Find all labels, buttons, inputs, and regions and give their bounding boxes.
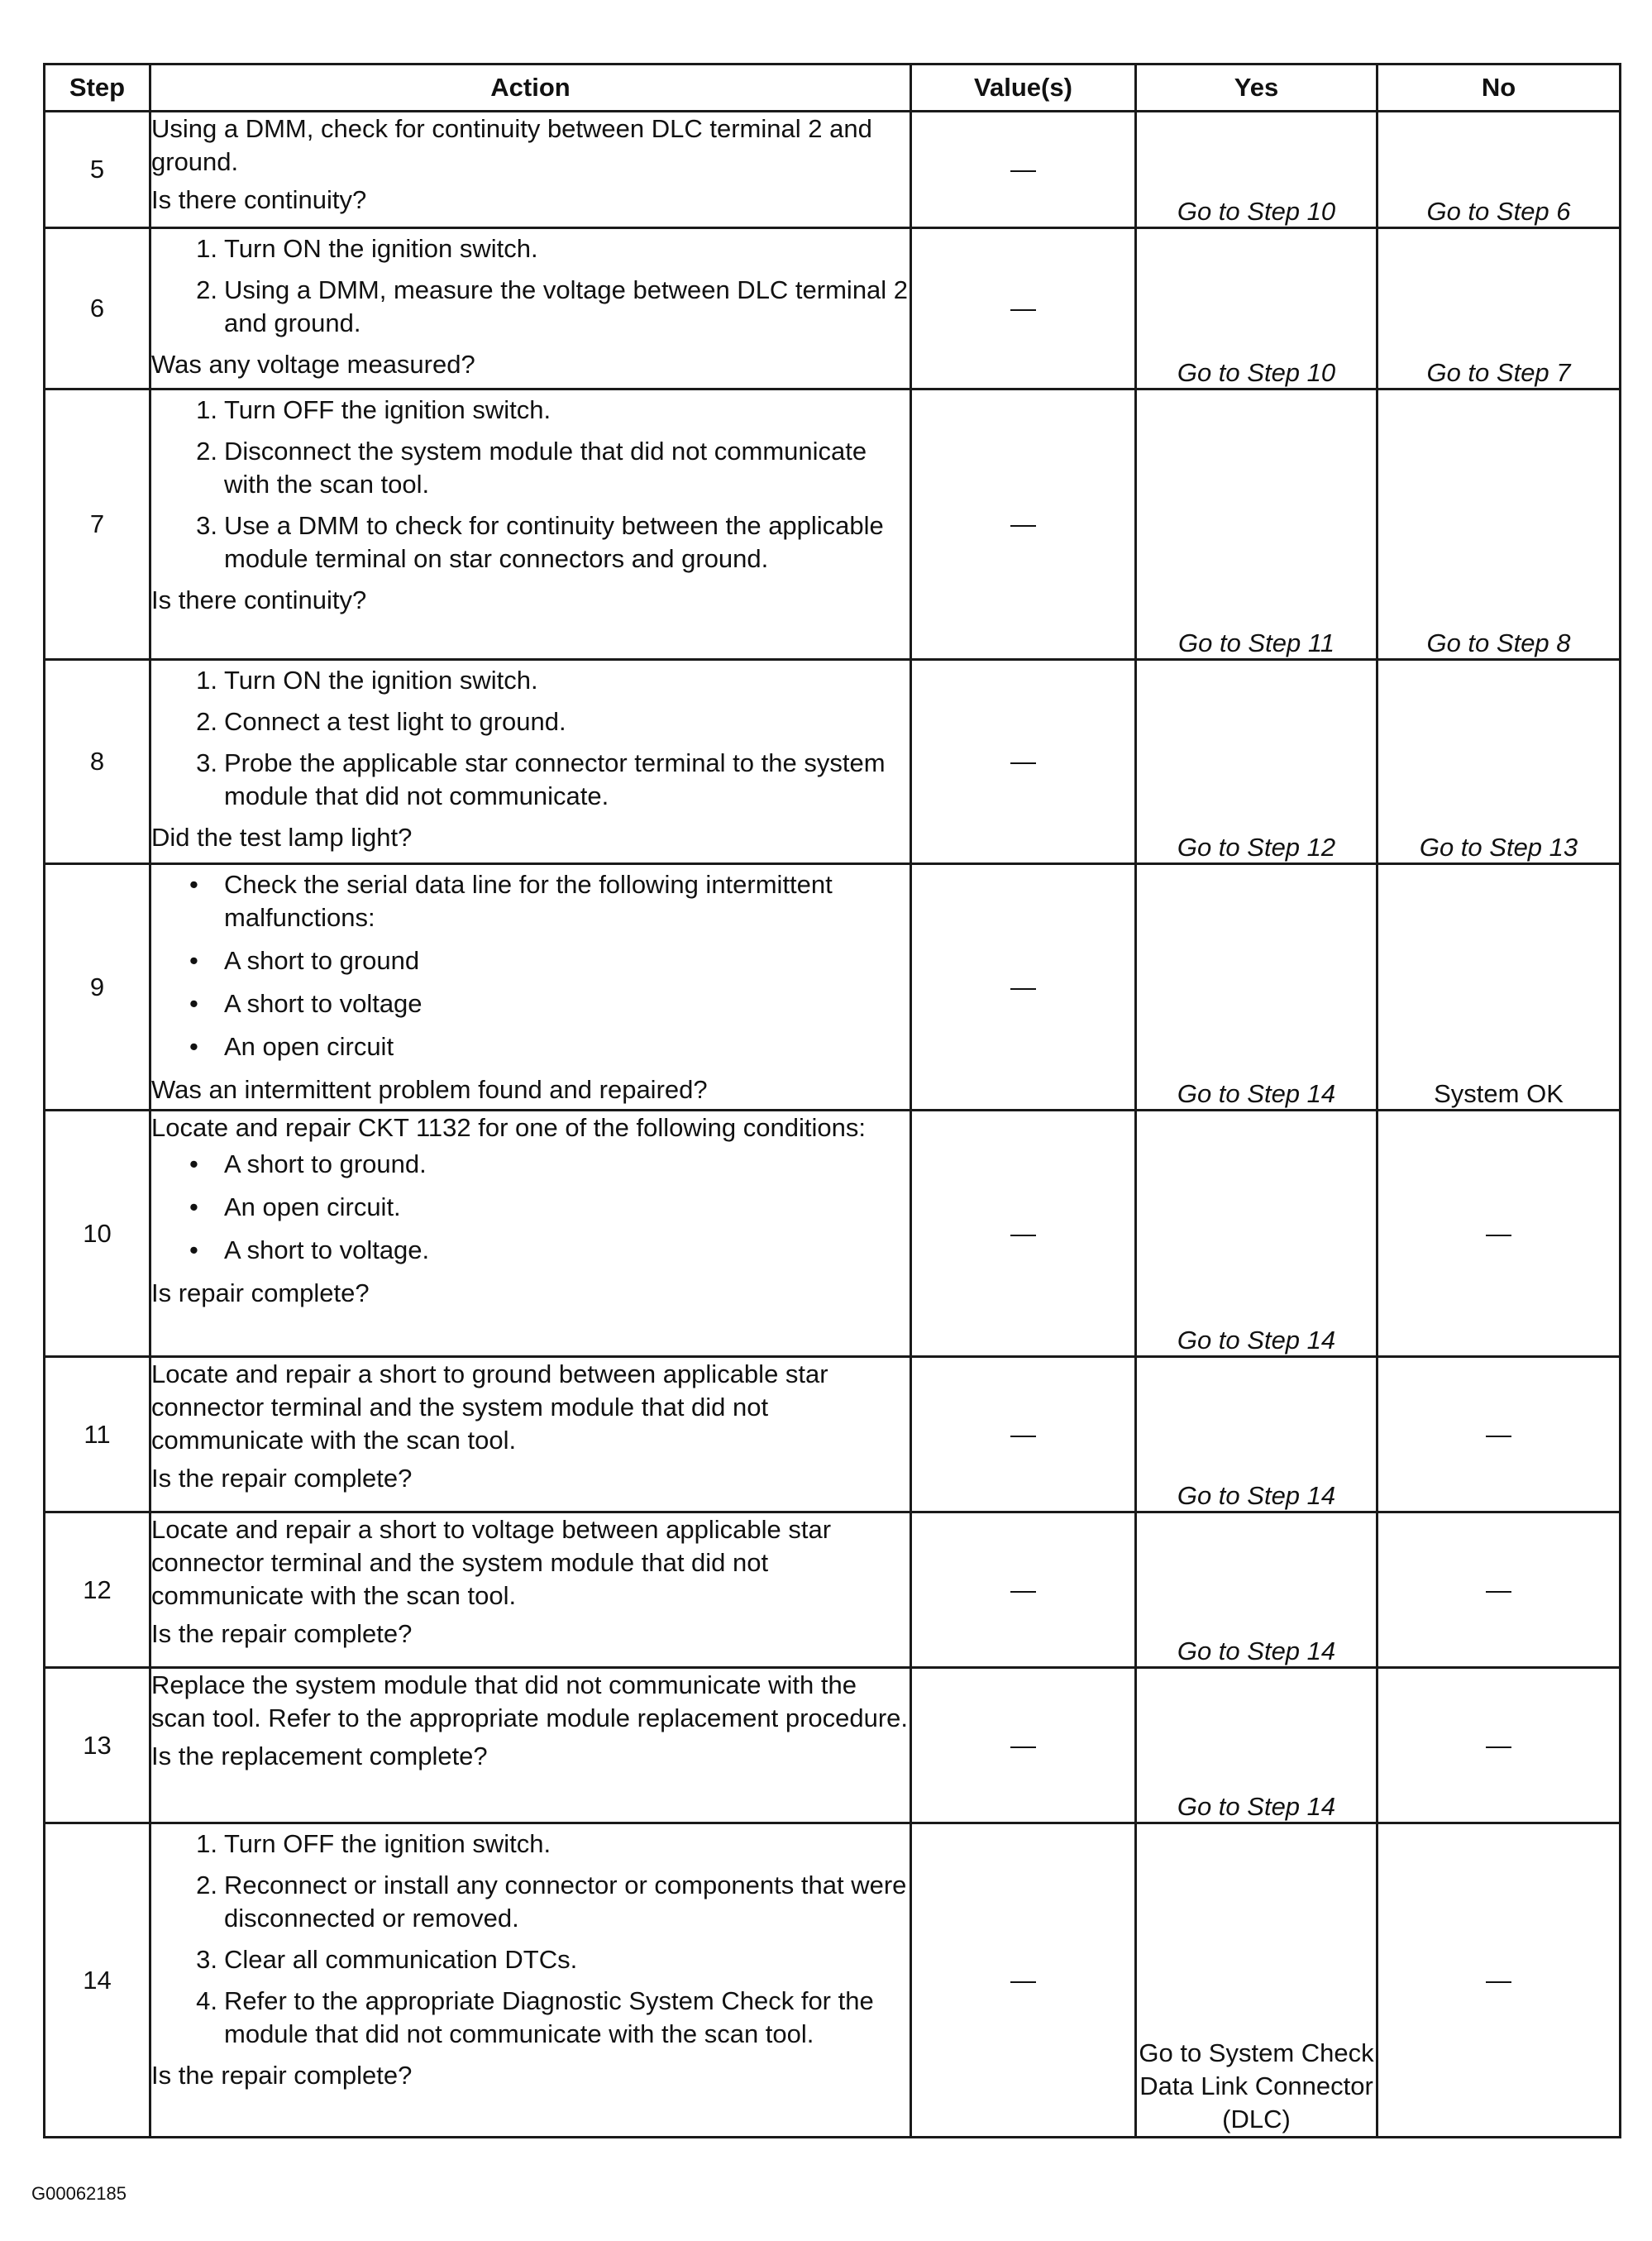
list-item: • An open circuit. [189,1192,401,1221]
value-cell: — [911,1512,1136,1668]
action-question: Was an intermittent problem found and repaired? [151,1075,708,1104]
numbered-list [151,664,910,813]
action-question: Was any voltage measured? [151,350,475,379]
no-cell: Go to Step 7 [1377,228,1621,389]
value-cell: — [911,112,1136,228]
list-item: 1. Turn ON the ignition switch. [196,666,538,695]
action-question: Is the repair complete? [151,1464,413,1493]
header-no: No [1377,65,1621,112]
step-number: 7 [45,389,150,660]
table-row [45,1823,1621,2138]
list-item: 1. Turn OFF the ignition switch. [196,395,551,424]
no-cell: Go to Step 8 [1377,389,1621,660]
action-intro: Locate and repair a short to ground between applicable star connector terminal and the system module that did not communicate with the scan tool. [151,1359,828,1455]
action-question: Is the replacement complete? [151,1742,488,1770]
table-header-row [45,65,1621,112]
action-cell [150,1111,911,1357]
action-cell [150,864,911,1111]
action-cell [150,112,911,228]
value-cell: — [911,864,1136,1111]
no-cell: Go to Step 13 [1377,660,1621,864]
value-cell: — [911,228,1136,389]
action-question: Is there continuity? [151,585,367,614]
bullet-list [151,1148,910,1267]
list-item: 2. Reconnect or install any connector or components that were disconnected or removed. [196,1871,907,1933]
table-row [45,112,1621,228]
list-item: • A short to ground. [189,1149,427,1178]
action-question: Is repair complete? [151,1278,370,1307]
action-cell [150,389,911,660]
action-cell [150,1512,911,1668]
no-cell: System OK [1377,864,1621,1111]
list-item: 1. Turn OFF the ignition switch. [196,1829,551,1858]
header-action: Action [150,65,911,112]
action-question: Is the repair complete? [151,2061,413,2090]
yes-cell: Go to Step 10 [1136,228,1377,389]
value-cell: — [911,1357,1136,1512]
list-item: 2. Connect a test light to ground. [196,707,566,736]
table-row [45,1357,1621,1512]
list-item: • A short to voltage. [189,1235,430,1264]
table-row [45,1512,1621,1668]
diagnostic-table [43,63,1621,2138]
no-cell: Go to Step 6 [1377,112,1621,228]
yes-cell: Go to Step 14 [1136,1357,1377,1512]
yes-cell: Go to Step 14 [1136,1512,1377,1668]
action-cell [150,1823,911,2138]
numbered-list [151,1828,910,2051]
action-intro: Replace the system module that did not communicate with the scan tool. Refer to the appropriate module replacement procedure. [151,1670,909,1732]
action-question: Is there continuity? [151,185,367,214]
list-item: • An open circuit [189,1032,394,1061]
value-cell: — [911,660,1136,864]
list-item: • Check the serial data line for the following intermittent malfunctions: [189,870,833,932]
action-cell [150,1357,911,1512]
action-intro: Locate and repair CKT 1132 for one of the following conditions: [151,1113,866,1142]
step-number: 9 [45,864,150,1111]
action-intro: Using a DMM, check for continuity between DLC terminal 2 and ground. [151,114,872,176]
action-cell [150,1668,911,1823]
no-cell: — [1377,1357,1621,1512]
list-item: 3. Probe the applicable star connector terminal to the system module that did not communicate. [196,748,886,810]
yes-cell: Go to Step 10 [1136,112,1377,228]
no-cell: — [1377,1668,1621,1823]
table-row [45,389,1621,660]
yes-cell: Go to Step 11 [1136,389,1377,660]
list-item: 1. Turn ON the ignition switch. [196,234,538,263]
yes-cell: Go to Step 14 [1136,1668,1377,1823]
action-cell [150,228,911,389]
numbered-list [151,232,910,340]
step-number: 11 [45,1357,150,1512]
step-number: 10 [45,1111,150,1357]
table-row [45,864,1621,1111]
figure-code: G00062185 [31,2183,127,2204]
header-values: Value(s) [911,65,1136,112]
list-item: • A short to voltage [189,989,423,1018]
table-row [45,228,1621,389]
value-cell: — [911,1111,1136,1357]
header-yes: Yes [1136,65,1377,112]
step-number: 12 [45,1512,150,1668]
action-cell [150,660,911,864]
step-number: 5 [45,112,150,228]
list-item: 2. Using a DMM, measure the voltage between DLC terminal 2 and ground. [196,275,909,337]
bullet-list [151,868,910,1063]
table-row [45,1111,1621,1357]
list-item: 3. Use a DMM to check for continuity between the applicable module terminal on star connectors and ground. [196,511,884,573]
step-number: 13 [45,1668,150,1823]
table-row [45,660,1621,864]
list-item: • A short to ground [189,946,420,975]
no-cell: — [1377,1512,1621,1668]
list-item: 4. Refer to the appropriate Diagnostic System Check for the module that did not communicate with the scan tool. [196,1986,874,2048]
yes-cell: Go to Step 12 [1136,660,1377,864]
value-cell: — [911,389,1136,660]
action-question: Did the test lamp light? [151,823,413,852]
action-question: Is the repair complete? [151,1619,413,1648]
value-cell: — [911,1823,1136,2138]
yes-cell: Go to System Check Data Link Connector (DLC) [1136,1823,1377,2138]
step-number: 14 [45,1823,150,2138]
header-step: Step [45,65,150,112]
action-intro: Locate and repair a short to voltage between applicable star connector terminal and the system module that did not communicate with the scan tool. [151,1515,832,1610]
table-row [45,1668,1621,1823]
no-cell: — [1377,1823,1621,2138]
numbered-list [151,394,910,576]
list-item: 2. Disconnect the system module that did not communicate with the scan tool. [196,437,867,499]
step-number: 8 [45,660,150,864]
value-cell: — [911,1668,1136,1823]
no-cell: — [1377,1111,1621,1357]
yes-cell: Go to Step 14 [1136,864,1377,1111]
list-item: 3. Clear all communication DTCs. [196,1945,578,1974]
step-number: 6 [45,228,150,389]
yes-cell: Go to Step 14 [1136,1111,1377,1357]
